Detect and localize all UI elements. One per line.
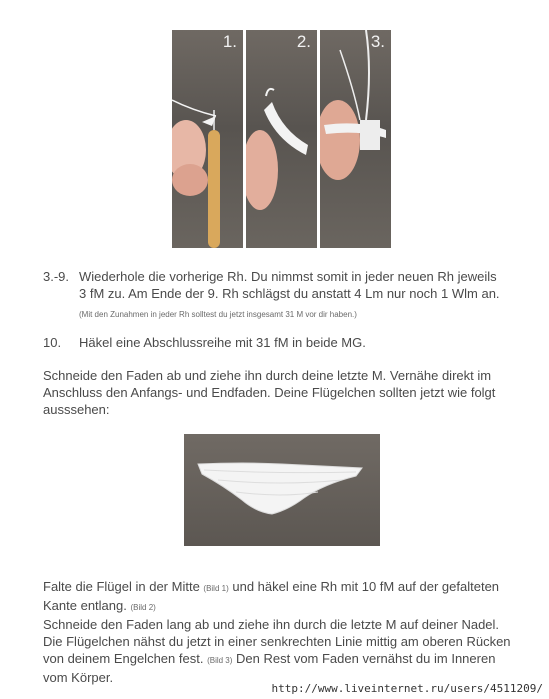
image-reference: (Bild 3) <box>207 656 233 665</box>
wing-photo <box>184 434 380 546</box>
paragraph-text: Den Rest vom Faden vernähst du im Inneren vom Körper. <box>43 651 496 685</box>
paragraph-assembly <box>43 578 518 686</box>
photo-number: 3. <box>370 32 385 51</box>
paragraph-text: und häkel eine Rh mit 10 fM auf der gefalteten Kante entlang. <box>43 579 500 613</box>
image-reference: (Bild 2) <box>130 603 156 612</box>
photo-number: 1. <box>222 32 237 51</box>
paragraph-text: Falte die Flügel in der Mitte <box>43 579 204 594</box>
step-text: Häkel eine Abschlussreihe mit 31 fM in beide MG. <box>79 335 366 350</box>
step-photos <box>172 30 391 248</box>
step-note: (Mit den Zunahmen in jeder Rh solltest du jetzt insgesamt 31 M vor dir haben.) <box>79 310 357 319</box>
crochet-wing-image <box>184 434 380 546</box>
step-text-line-2: 3 fM zu. Am Ende der 9. Rh schlägst du anstatt 4 Lm nur noch 1 Wlm an. <box>79 286 500 301</box>
photo-step-1 <box>172 30 243 248</box>
step-text <box>79 268 519 302</box>
crochet-piece-photo <box>246 30 317 248</box>
step-label: 10. <box>43 335 62 350</box>
photo-step-3 <box>320 30 391 248</box>
step-label: 3.-9. <box>43 269 70 284</box>
crochet-hook-photo <box>172 30 243 248</box>
paragraph-finish: Schneide den Faden ab und ziehe ihn durch deine letzte M. Vernähe direkt im Anschluss den Anfangs- und Endfaden. Deine Flügelchen sollten jetzt wie folgt ausssehen: <box>43 368 496 417</box>
paragraph-text: Schneide den Faden lang ab und ziehe ihn durch die letzte M auf deiner Nadel. Die Flügelchen nähst du jetzt in einer senkrechten Linie mittig am oberen Rücken von deinem Engelchen fest. <box>43 617 511 666</box>
image-reference: (Bild 1) <box>203 584 229 593</box>
crochet-sewing-photo <box>320 30 391 248</box>
photo-number: 2. <box>296 32 311 51</box>
step-text-line-1: Wiederhole die vorherige Rh. Du nimmst somit in jeder neuen Rh jeweils <box>79 269 497 284</box>
watermark-url[interactable]: http://www.liveinternet.ru/users/4511209/ <box>271 682 543 695</box>
photo-step-2 <box>246 30 317 248</box>
